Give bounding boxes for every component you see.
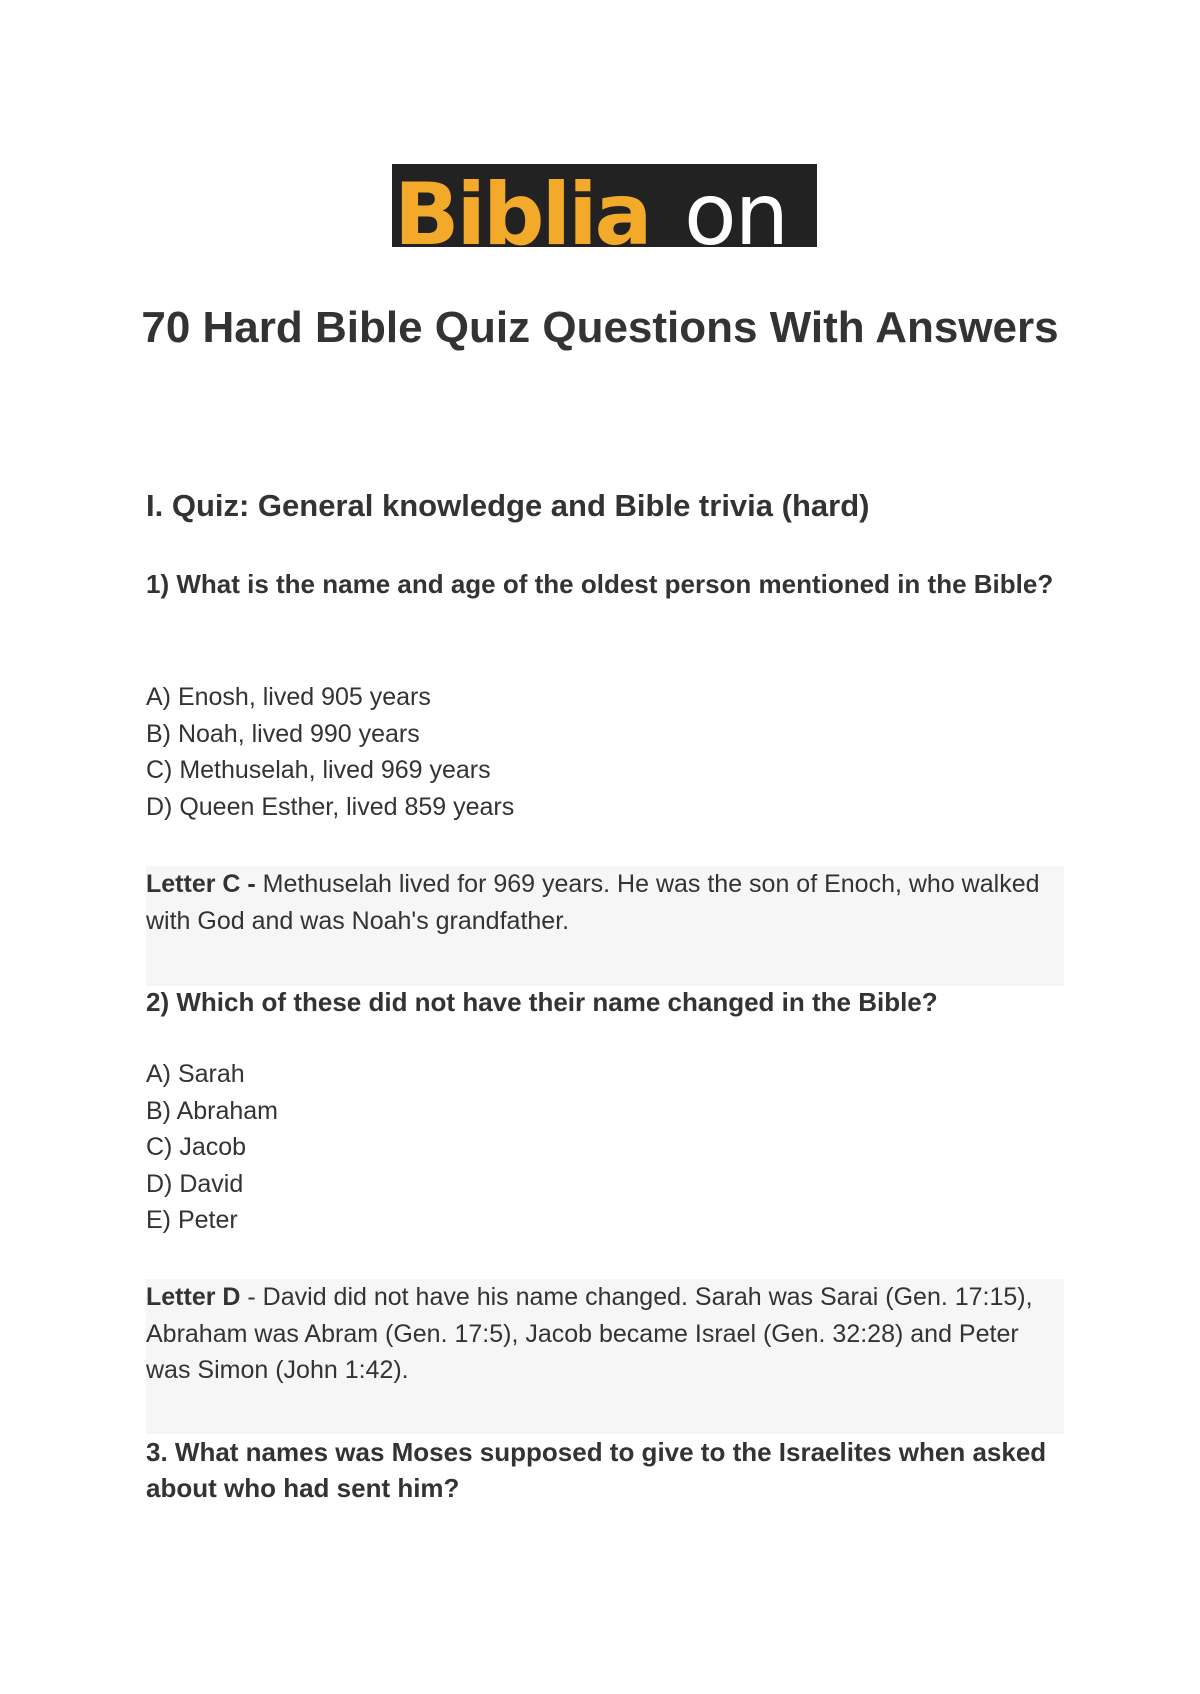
answer-2 — [146, 1279, 1064, 1434]
option-d: D) David — [146, 1169, 244, 1198]
option-b: B) Noah, lived 990 years — [146, 719, 420, 748]
biblia-on-logo — [392, 164, 817, 247]
question-2: 2) Which of these did not have their name changed in the Bible? — [146, 987, 938, 1017]
answer-1-label: Letter C - — [146, 870, 256, 898]
answer-1 — [146, 866, 1064, 986]
option-a: A) Enosh, lived 905 years — [146, 683, 431, 711]
logo-text-on: on — [684, 165, 788, 247]
section-heading: I. Quiz: General knowledge and Bible trivia (hard) — [146, 488, 870, 523]
question-1: 1) What is the name and age of the oldest person mentioned in the Bible? — [146, 569, 1054, 599]
answer-1-text: Methuselah lived for 969 years. He was the son of Enoch, who walked with God and was Noah's grandfather. — [146, 870, 1040, 935]
logo-text-biblia: Biblia — [394, 165, 650, 247]
option-c: C) Methuselah, lived 969 years — [146, 756, 491, 784]
option-b: B) Abraham — [146, 1096, 279, 1125]
option-d: D) Queen Esther, lived 859 years — [146, 792, 515, 821]
question-1-options — [146, 679, 514, 825]
question-3: 3. What names was Moses supposed to give to the Israelites when asked about who had sent him? — [146, 1437, 1047, 1503]
question-2-options — [146, 1056, 278, 1239]
title-text: 70 Hard Bible Quiz Questions With Answers — [141, 303, 1059, 352]
option-a: A) Sarah — [146, 1060, 245, 1088]
logo-graphic — [392, 164, 817, 247]
option-c: C) Jacob — [146, 1133, 247, 1161]
page-title — [0, 296, 1200, 360]
answer-2-text: - David did not have his name changed. Sarah was Sarai (Gen. 17:15), Abraham was Abram (Gen. 17:5), Jacob became Israel (Gen. 32:28) and Peter was Simon (John 1:42). — [146, 1283, 1033, 1384]
option-e: E) Peter — [146, 1206, 238, 1234]
answer-2-label: Letter D — [146, 1283, 241, 1311]
